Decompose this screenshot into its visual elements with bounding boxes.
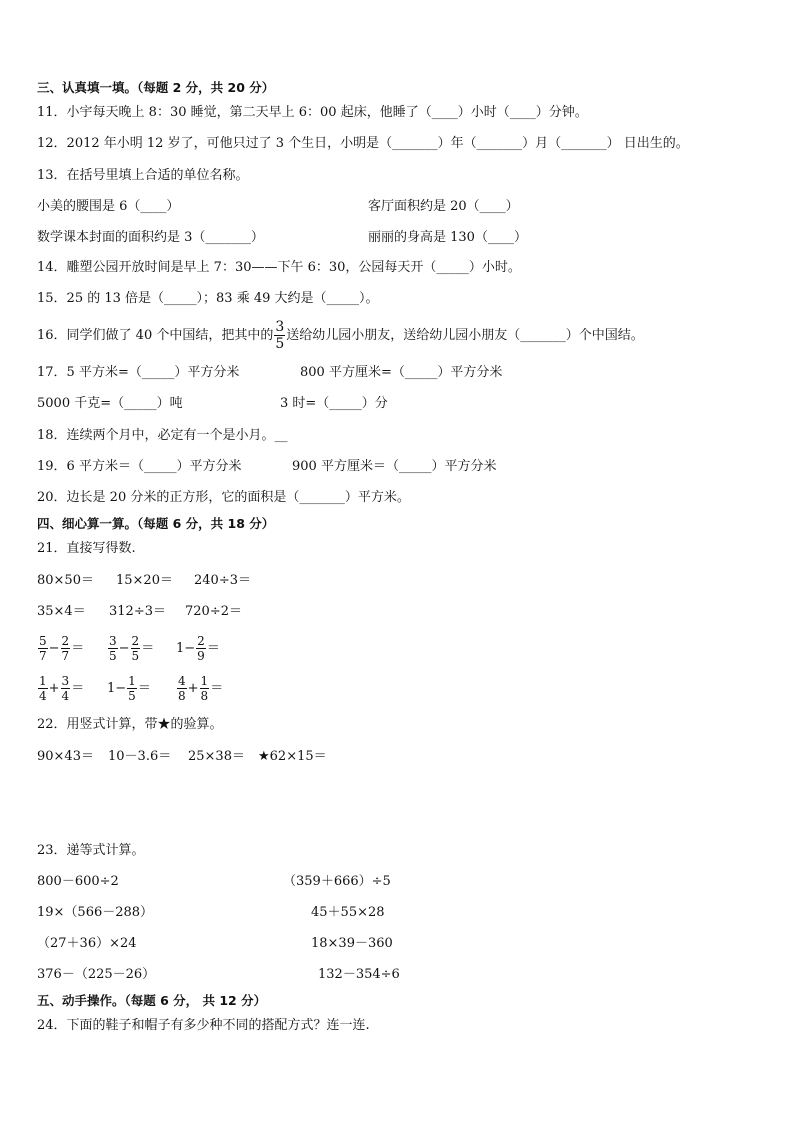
equals: ＝ <box>141 641 155 656</box>
question-19-b: 900 平方厘米＝（_____）平方分米 <box>292 459 497 474</box>
fraction-denominator: 7 <box>39 649 47 663</box>
calc-21-8 <box>107 631 154 667</box>
fraction-3-4 <box>61 675 71 702</box>
calc-22-4: ★62×15＝ <box>258 749 327 764</box>
calc-21-6: 720÷2＝ <box>185 604 242 619</box>
calc-23-6: 18×39－360 <box>311 936 393 951</box>
question-13-item-b: 客厅面积约是 20（____） <box>368 199 519 214</box>
calc-21-4: 35×4＝ <box>37 604 86 619</box>
calc-21-1: 80×50＝ <box>37 573 94 588</box>
calc-23-5: （27＋36）×24 <box>37 936 137 951</box>
question-16-prefix: 16．同学们做了 40 个中国结，把其中的 <box>37 328 274 343</box>
fraction-numerator: 3 <box>61 674 70 688</box>
question-17-c: 5000 千克=（_____）吨 <box>37 396 183 411</box>
calc-21-12 <box>176 671 223 707</box>
fraction-denominator: 9 <box>197 649 205 663</box>
fraction-4-8 <box>177 675 187 702</box>
section-5-title: 五、动手操作。（每题 6 分， 共 12 分） <box>37 993 267 1008</box>
calc-prefix: 1− <box>176 641 196 656</box>
calc-prefix: 1− <box>107 681 127 696</box>
question-14: 14．雕塑公园开放时间是早上 7：30——下午 6：30，公园每天开（_____）小时。 <box>37 260 521 275</box>
equals: ＝ <box>71 641 85 656</box>
fraction-denominator: 8 <box>178 689 186 703</box>
fraction-5-7 <box>38 635 48 662</box>
question-13-item-c: 数学课本封面的面积约是 3（_______） <box>37 230 264 245</box>
calc-23-2: （359＋666）÷5 <box>283 874 391 889</box>
calc-23-1: 800－600÷2 <box>37 874 119 889</box>
question-18: 18．连续两个月中，必定有一个是小月。__ <box>37 428 288 443</box>
section-4-title: 四、细心算一算。（每题 6 分，共 18 分） <box>37 516 275 531</box>
calc-21-5: 312÷3＝ <box>109 604 166 619</box>
calc-23-8: 132－354÷6 <box>318 967 400 982</box>
question-11: 11．小宇每天晚上 8：30 睡觉，第二天早上 6：00 起床，他睡了（____）小时（____）分钟。 <box>37 105 588 120</box>
calc-21-9 <box>176 631 220 667</box>
fraction-2-5 <box>131 635 141 662</box>
fraction-numerator: 2 <box>197 634 205 648</box>
equals: ＝ <box>206 641 220 656</box>
question-15: 15．25 的 13 倍是（_____）；83 乘 49 大约是（_____）。 <box>37 291 379 306</box>
operator: + <box>48 681 60 696</box>
fraction-numerator: 2 <box>61 634 70 648</box>
equals: ＝ <box>210 681 224 696</box>
fraction-denominator: 8 <box>200 689 209 703</box>
calc-23-4: 45＋55×28 <box>311 905 385 920</box>
fraction-3-5 <box>274 320 285 351</box>
fraction-numerator: 1 <box>200 674 209 688</box>
equals: ＝ <box>137 681 151 696</box>
operator: − <box>48 641 60 656</box>
fraction-numerator: 5 <box>39 634 47 648</box>
fraction-numerator: 3 <box>275 319 285 335</box>
calc-21-3: 240÷3＝ <box>194 573 251 588</box>
question-17-b: 800 平方厘米=（_____）平方分米 <box>300 365 503 380</box>
fraction-numerator: 2 <box>131 634 140 648</box>
calc-21-2: 15×20＝ <box>116 573 173 588</box>
fraction-2-9 <box>196 635 206 662</box>
question-13-item-d: 丽丽的身高是 130（____） <box>368 230 527 245</box>
question-23: 23．递等式计算。 <box>37 843 145 858</box>
question-20: 20．边长是 20 分米的正方形，它的面积是（_______）平方米。 <box>37 490 410 505</box>
question-22: 22．用竖式计算，带★的验算。 <box>37 717 223 732</box>
operator: + <box>187 681 199 696</box>
fraction-denominator: 4 <box>39 689 47 703</box>
fraction-denominator: 5 <box>128 689 136 703</box>
fraction-numerator: 4 <box>178 674 186 688</box>
fraction-denominator: 7 <box>61 649 70 663</box>
section-3-title: 三、认真填一填。（每题 2 分，共 20 分） <box>37 80 275 95</box>
fraction-1-5 <box>127 675 137 702</box>
question-21: 21．直接写得数. <box>37 541 136 556</box>
question-13: 13．在括号里填上合适的单位名称。 <box>37 168 249 183</box>
question-13-item-a: 小美的腰围是 6（____） <box>37 199 180 214</box>
question-24: 24．下面的鞋子和帽子有多少种不同的搭配方式？连一连. <box>37 1018 370 1033</box>
fraction-denominator: 5 <box>109 649 117 663</box>
fraction-2-7 <box>61 635 71 662</box>
question-16 <box>37 318 644 354</box>
calc-21-10 <box>37 671 84 707</box>
question-17-d: 3 时=（_____）分 <box>280 396 388 411</box>
calc-21-11 <box>107 671 151 707</box>
fraction-numerator: 1 <box>39 674 47 688</box>
question-16-suffix: 送给幼儿园小朋友，送给幼儿园小朋友（_______）个中国结。 <box>286 328 644 343</box>
fraction-numerator: 3 <box>109 634 117 648</box>
calc-21-7 <box>37 631 84 667</box>
calc-22-1: 90×43＝ <box>37 749 94 764</box>
calc-23-7: 376－（225－26） <box>37 967 156 982</box>
question-17-a: 17．5 平方米=（_____）平方分米 <box>37 365 240 380</box>
fraction-denominator: 4 <box>61 689 70 703</box>
calc-22-2: 10－3.6＝ <box>108 749 172 764</box>
fraction-numerator: 1 <box>128 674 136 688</box>
fraction-1-8 <box>200 675 210 702</box>
calc-23-3: 19×（566－288） <box>37 905 154 920</box>
question-19-a: 19．6 平方米＝（_____）平方分米 <box>37 459 242 474</box>
fraction-3-5 <box>108 635 118 662</box>
fraction-denominator: 5 <box>131 649 140 663</box>
fraction-denominator: 5 <box>275 336 285 352</box>
fraction-1-4 <box>38 675 48 702</box>
operator: − <box>118 641 130 656</box>
equals: ＝ <box>71 681 85 696</box>
question-12: 12．2012 年小明 12 岁了，可他只过了 3 个生日，小明是（_______）年（_______）月（_______） 日出生的。 <box>37 136 689 151</box>
calc-22-3: 25×38＝ <box>188 749 245 764</box>
